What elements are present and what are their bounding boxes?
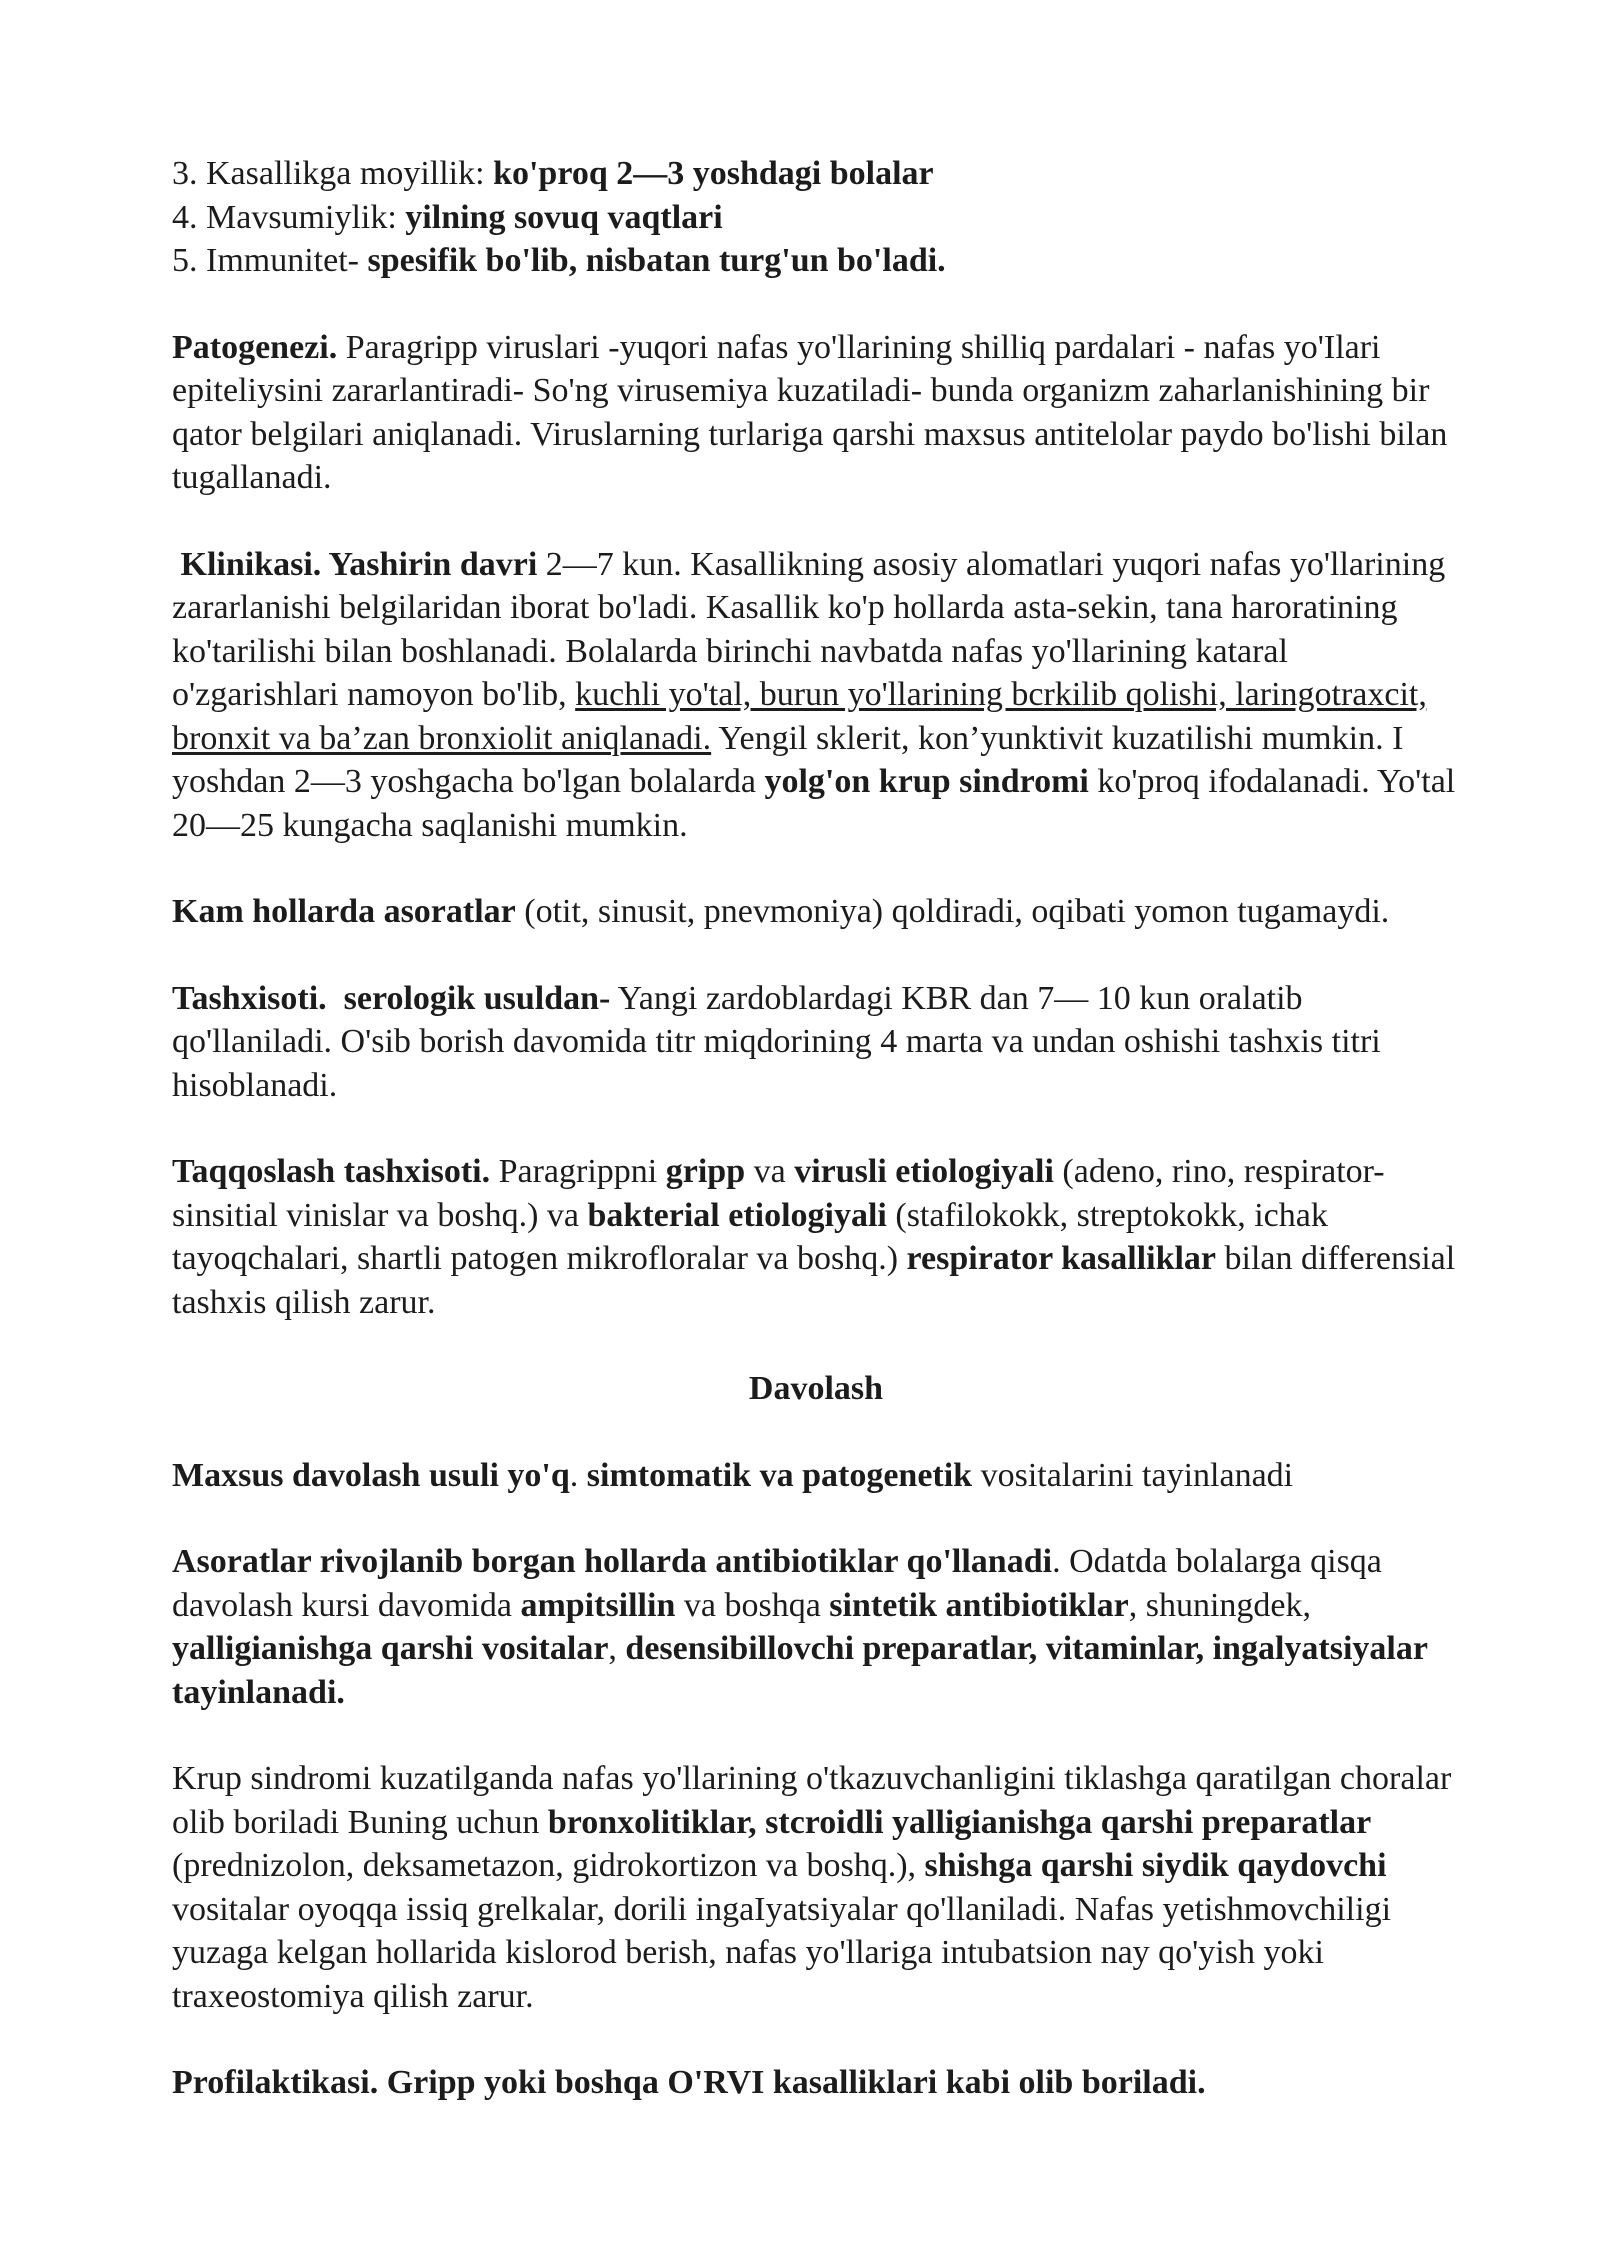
section-title: Kam hollarda asoratlar: [172, 893, 516, 930]
paragraph-taqqoslash: [172, 1150, 1460, 1324]
bold-term: shishga qarshi siydik qaydovchi: [924, 1847, 1387, 1884]
bold-term: gripp: [665, 1153, 746, 1190]
list-label: 4. Mavsumiylik:: [172, 198, 406, 236]
section-title: Patogenezi.: [172, 328, 338, 366]
list-value: ko'proq 2—3 yoshdagi bolalar: [493, 155, 934, 192]
paragraph-davolash-2: [172, 1540, 1460, 1714]
section-title: Taqqoslash tashxisoti.: [172, 1153, 491, 1190]
bold-term: virusli etiologiyali: [794, 1153, 1054, 1190]
paragraph-asorat: [172, 890, 1460, 934]
bold-term: ampitsillin: [520, 1586, 676, 1624]
paragraph-davolash-3: [172, 1757, 1460, 2018]
paragraph-text: vositalarini tayinlanadi: [972, 1456, 1294, 1494]
bold-term: yolg'on krup sindromi: [764, 763, 1089, 800]
paragraph-text: Yengil sklerit, kon’yunktivit kuzatilishi mumkin. I yoshdan 2—3 yoshgacha bo'lgan bolalarda: [172, 719, 1404, 800]
paragraph-text: bilan differensial tashxis qilish zarur.: [172, 1240, 1456, 1321]
paragraph-text: ,: [608, 1630, 626, 1667]
paragraph-text: vositalar oyoqqa issiq grelkalar, dorili ingaIyatsiyalar qo'llaniladi. Nafas yetishmovchiligi yuzaga kelgan hollarida kislorod berish, nafas yo'llariga intubatsion nay qo'yish yoki traxeostomiya qilish zarur.: [172, 1890, 1392, 2015]
bold-term: sintetik antibiotiklar: [829, 1586, 1129, 1624]
list-item-3: [172, 152, 1460, 196]
paragraph-text: 2—7 kun. Kasallikning asosiy alomatlari yuqori nafas yo'llarining zararlanishi belgilaridan iborat bo'ladi. Kasallik ko'p hollarda asta-sekin, tana haroratining ko'tarilishi bilan boshlanadi. Bolalarda birinchi navbatda nafas yo'llarining kataral o'zgarishlari namoyon bo'lib,: [172, 545, 1446, 713]
underlined-text: kuchli yo'tal, burun yo'llarining bcrkilib qolishi, laringotraxcit, bronxit va ba’zan bronxiolit aniqlanadi.: [172, 676, 1427, 757]
paragraph-text: Krup sindromi kuzatilganda nafas yo'llarining o'tkazuvchanligini tiklashga qaratilgan choralar olib boriladi Buning uchun: [172, 1760, 1452, 1841]
paragraph-text: (stafilokokk, streptokokk, ichak tayoqchalari, shartli patogen mikrofloralar va boshq.): [172, 1196, 1328, 1277]
section-title: Klinikasi. Yashirin davri: [172, 545, 538, 583]
bold-term: simtomatik va patogenetik: [586, 1456, 973, 1494]
paragraph-tashxis: [172, 977, 1460, 1108]
paragraph-text: Paragripp viruslari -yuqori nafas yo'llarining shilliq pardalari - nafas yo'Ilari epiteliysini zararlantiradi- So'ng virusemiya kuzatiladi- bunda organizm zaharlanishining bir qator belgilari aniqlanadi. Viruslarning turlariga qarshi maxsus antitelolar paydo bo'lishi bilan tugallanadi.: [172, 328, 1448, 496]
list-value: spesifik bo'lib, nisbatan turg'un bo'ladi.: [367, 242, 946, 279]
bold-term: bronxolitiklar, stcroidli yalligianishga qarshi preparatlar: [547, 1803, 1372, 1841]
heading-davolash: Davolash: [748, 1370, 884, 1407]
bold-term: Maxsus davolash usuli yo'q: [172, 1456, 570, 1494]
paragraph-text: . Odatda bolalarga qisqa davolash kursi davomida: [172, 1543, 1382, 1624]
bold-term: respirator kasalliklar: [906, 1240, 1217, 1277]
list-label: 3. Kasallikga moyillik:: [172, 155, 494, 192]
document-body: [172, 152, 1460, 2105]
paragraph-text: (prednizolon, deksametazon, gidrokortizon va boshq.),: [172, 1847, 925, 1884]
paragraph-profilaktika: Profilaktikasi. Gripp yoki boshqa O'RVI kasalliklari kabi olib boriladi.: [172, 2064, 1206, 2101]
list-label: 5. Immunitet-: [172, 242, 368, 279]
paragraph-text: Yangi zardoblardagi KBR dan 7— 10 kun oralatib qo'llaniladi. O'sib borish davomida titr miqdorining 4 marta va undan oshishi tashxis titri hisoblanadi.: [172, 979, 1381, 1104]
paragraph-text: , shuningdek,: [1128, 1586, 1312, 1624]
paragraph-text: (adeno, rino, respirator-sinsitial vinislar va boshq.) va: [172, 1153, 1385, 1234]
paragraph-davolash-1: [172, 1454, 1460, 1498]
list-item-4: [172, 196, 1460, 240]
paragraph-text: .: [569, 1456, 587, 1494]
bold-term: yalligianishga qarshi vositalar: [172, 1630, 609, 1667]
paragraph-klinika: [172, 543, 1460, 848]
bold-term: bakterial etiologiyali: [587, 1196, 887, 1234]
paragraph-text: (otit, sinusit, pnevmoniya) qoldiradi, oqibati yomon tugamaydi.: [515, 893, 1390, 930]
list-item-5: [172, 239, 1460, 283]
bold-term: Asoratlar rivojlanib borgan hollarda antibiotiklar qo'llanadi: [172, 1543, 1053, 1580]
paragraph-text: va: [745, 1153, 795, 1190]
section-title: Tashxisoti. serologik usuldan-: [172, 979, 611, 1017]
paragraph-text: va boshqa: [675, 1586, 830, 1624]
bold-term: desensibillovchi preparatlar, vitaminlar, ingalyatsiyalar tayinlanadi.: [172, 1630, 1428, 1711]
paragraph-text: Paragrippni: [490, 1153, 666, 1190]
paragraph-text: ko'proq ifodalanadi. Yo'tal 20—25 kungacha saqlanishi mumkin.: [172, 763, 1456, 844]
paragraph-patogenez: [172, 326, 1460, 500]
list-value: yilning sovuq vaqtlari: [405, 198, 723, 236]
